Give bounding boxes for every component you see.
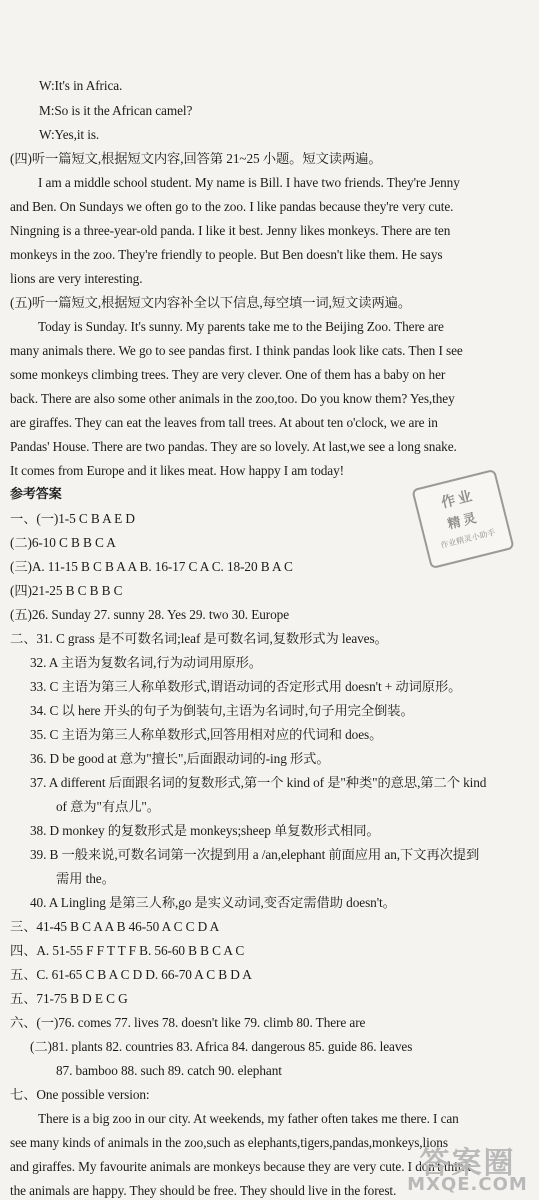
answer-line: 三、41-45 B C A A B 46-50 A C C D A [10,919,220,934]
section-instruction: (五)听一篇短文,根据短文内容补全以下信息,每空填一词,短文读两遍。 [10,295,412,310]
dialogue-line: M:So is it the African camel? [39,103,193,118]
passage-line: are giraffes. They can eat the leaves from tall trees. At about ten o'clock, we are in [10,415,438,430]
homework-elf-stamp [411,469,514,569]
answer-key-heading: 参考答案 [10,487,62,502]
stamp-line: 精灵 [446,510,481,533]
watermark-logo-text: 答案圈 [419,1146,516,1181]
passage-line: lions are very interesting. [10,271,143,286]
stamp-line: 作业 [439,487,477,512]
essay-line: and giraffes. My favourite animals are monkeys because they are very cute. I don't think [10,1159,471,1174]
answer-line: 40. A Lingling 是第三人称,go 是实义动词,变否定需借助 doesn't。 [30,895,396,910]
answer-line: 五、C. 61-65 C B A C D D. 66-70 A C B D A [10,967,252,982]
answer-line-continuation: 需用 the。 [56,871,115,886]
section-instruction: (四)听一篇短文,根据短文内容,回答第 21~25 小题。短文读两遍。 [10,151,382,166]
site-watermark [400,1138,535,1196]
answer-line: 35. C 主语为第三人称单数形式,回答用相对应的代词和 does。 [30,727,383,742]
answer-line: 七、One possible version: [10,1087,150,1102]
essay-line: There is a big zoo in our city. At weekends, my father often takes me there. I can [38,1111,459,1126]
answer-line: (三)A. 11-15 B C B A A B. 16-17 C A C. 18-20 B A C [10,559,293,574]
answer-line: 二、31. C grass 是不可数名词;leaf 是可数名词,复数形式为 leaves。 [10,631,388,646]
answer-line: (四)21-25 B C B B C [10,583,123,598]
answer-line-continuation: of 意为"有点儿"。 [56,799,160,814]
passage-line: Ningning is a three-year-old panda. I like it best. Jenny likes monkeys. There are ten [10,223,451,238]
answer-line: 39. B 一般来说,可数名词第一次提到用 a /an,elephant 前面应用 an,下文再次提到 [30,847,480,862]
answer-line: 33. C 主语为第三人称单数形式,谓语动词的否定形式用 doesn't + 动词原形。 [30,679,462,694]
answer-line: (五)26. Sunday 27. sunny 28. Yes 29. two 30. Europe [10,607,290,622]
passage-line: Today is Sunday. It's sunny. My parents take me to the Beijing Zoo. There are [38,319,444,334]
dialogue-line: W:It's in Africa. [39,78,123,93]
answer-line: 一、(一)1-5 C B A E D [10,511,135,526]
answer-line: 六、(一)76. comes 77. lives 78. doesn't like 79. climb 80. There are [10,1015,366,1030]
answer-line: 34. C 以 here 开头的句子为倒装句,主语为名词时,句子用完全倒装。 [30,703,414,718]
answer-line: 38. D monkey 的复数形式是 monkeys;sheep 单复数形式相同。 [30,823,380,838]
answer-line: 四、A. 51-55 F F T T F B. 56-60 B B C A C [10,943,245,958]
stamp-line: 作业精灵小助手 [439,527,497,551]
answer-line: (二)6-10 C B B C A [10,535,116,550]
answer-line: (二)81. plants 82. countries 83. Africa 84. dangerous 85. guide 86. leaves [30,1039,413,1054]
passage-line: Pandas' House. There are two pandas. They are so lovely. At last,we see a long snake. [10,439,457,454]
answer-line: 37. A different 后面跟名词的复数形式,第一个 kind of 是"种类"的意思,第二个 kind [30,775,487,790]
passage-line: I am a middle school student. My name is Bill. I have two friends. They're Jenny [38,175,460,190]
passage-line: back. There are also some other animals in the zoo,too. Do you know them? Yes,they [10,391,455,406]
essay-line: see many kinds of animals in the zoo,such as elephants,tigers,pandas,monkeys,lions [10,1135,448,1150]
watermark-url: MXQE.COM [407,1174,528,1195]
essay-line: the animals are happy. They should be free. They should live in the forest. [10,1183,397,1198]
answer-line: 五、71-75 B D E C G [10,991,128,1006]
passage-line: some monkeys climbing trees. They are very clever. One of them has a baby on her [10,367,446,382]
passage-line: and Ben. On Sundays we often go to the zoo. I like pandas because they're very cute. [10,199,454,214]
passage-line: It comes from Europe and it likes meat. How happy I am today! [10,463,344,478]
passage-line: many animals there. We go to see pandas first. I think pandas look like cats. Then I see [10,343,463,358]
answer-line: 36. D be good at 意为"擅长",后面跟动词的-ing 形式。 [30,751,330,766]
answer-line-continuation: 87. bamboo 88. such 89. catch 90. elephant [56,1063,282,1078]
passage-line: monkeys in the zoo. They're friendly to people. But Ben doesn't like them. He says [10,247,443,262]
dialogue-line: W:Yes,it is. [39,127,100,142]
answer-line: 32. A 主语为复数名词,行为动词用原形。 [30,655,262,670]
